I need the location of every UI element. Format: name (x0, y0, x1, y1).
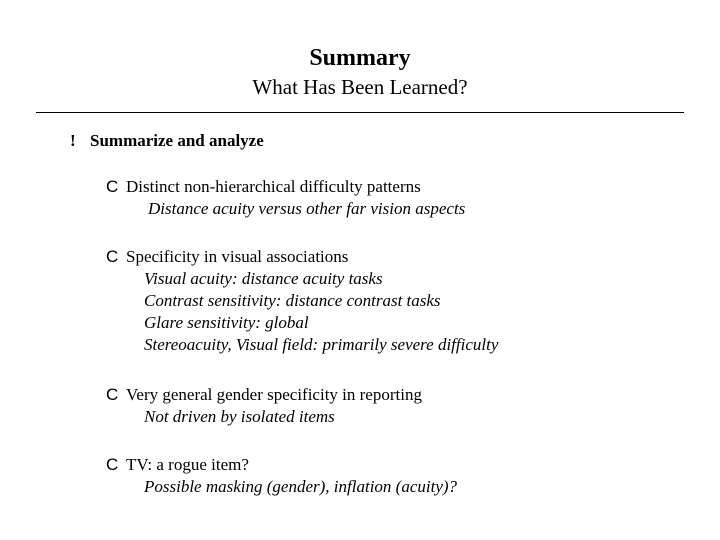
bullet-c-icon: C (106, 177, 119, 196)
bullet-group-1 (106, 176, 465, 220)
bullet-text: Distinct non-hierarchical difficulty patterns (126, 177, 421, 196)
bullet-item (106, 176, 465, 198)
sub-item: Glare sensitivity: global (144, 313, 309, 332)
bullet-item (106, 246, 498, 268)
sub-item: Not driven by isolated items (144, 407, 335, 426)
bullet-c-icon: C (106, 247, 119, 266)
sub-item: Possible masking (gender), inflation (acuity)? (144, 477, 458, 496)
bullet-text: Specificity in visual associations (126, 247, 349, 266)
sub-item: Stereoacuity, Visual field: primarily severe difficulty (144, 335, 499, 354)
top-level-bullet (70, 130, 264, 152)
bullet-group-4 (106, 454, 457, 498)
bullet-group-3 (106, 384, 422, 428)
slide-title: Summary (309, 45, 411, 71)
bullet-text: TV: a rogue item? (126, 455, 249, 474)
section-heading: Summarize and analyze (90, 131, 264, 150)
bullet-c-icon: C (106, 455, 119, 474)
bullet-item (106, 384, 422, 406)
slide-subtitle: What Has Been Learned? (252, 75, 468, 99)
sub-item: Contrast sensitivity: distance contrast tasks (144, 291, 441, 310)
bullet-text: Very general gender specificity in reporting (126, 385, 422, 404)
title-divider (36, 112, 684, 113)
sub-item: Distance acuity versus other far vision aspects (148, 199, 466, 218)
sub-item: Visual acuity: distance acuity tasks (144, 269, 383, 288)
bullet-item (106, 454, 457, 476)
bullet-group-2 (106, 246, 498, 356)
bullet-c-icon: C (106, 385, 119, 404)
exclamation-bullet-icon: ! (70, 131, 76, 150)
